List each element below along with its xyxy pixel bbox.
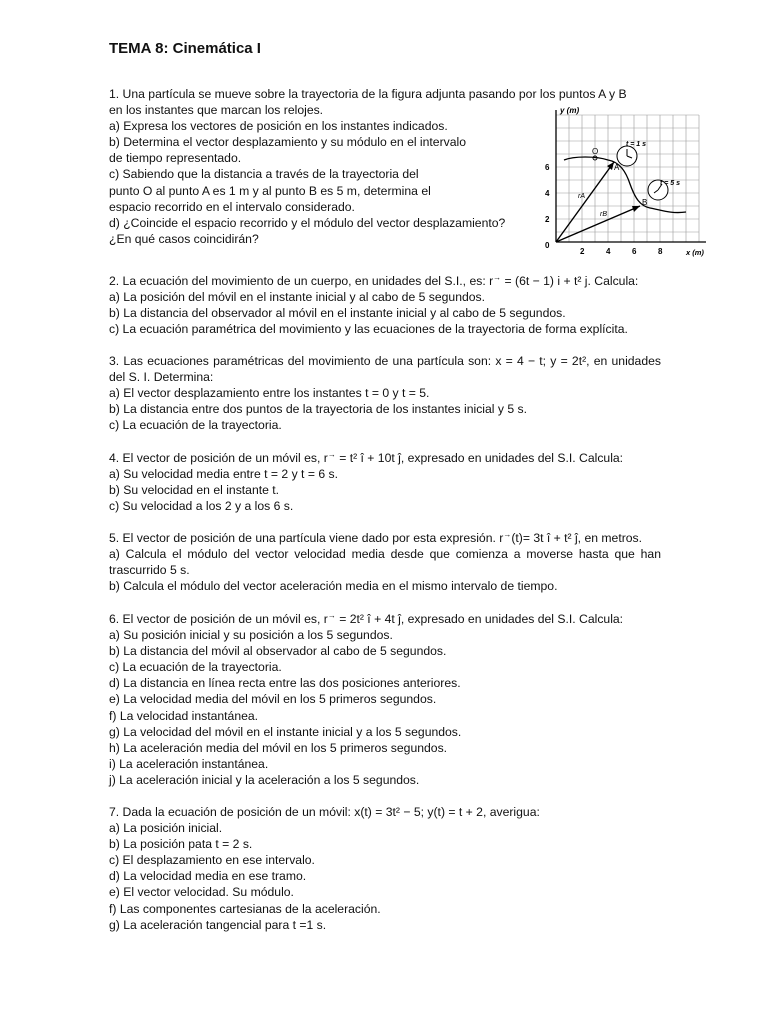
ex5-item: b) Calcula el módulo del vector aceleración media en el mismo intervalo de tiempo. [109, 579, 558, 594]
vector-arrow-icon: → [327, 610, 336, 620]
point-b-label: B [642, 198, 648, 207]
vector-b-arrowhead [632, 206, 640, 212]
ex6-intro [109, 611, 661, 627]
ex4-item: c) Su velocidad a los 2 y a los 6 s. [109, 499, 294, 514]
ex6-item: j) La aceleración inicial y la aceleración a los 5 segundos. [109, 772, 420, 787]
ex3-item: c) La ecuación de la trayectoria. [109, 418, 282, 433]
x-axis-label: x (m) [686, 248, 704, 257]
ex1-line: d) ¿Coincide el espacio recorrido y el módulo del vector desplazamiento? [109, 215, 506, 230]
vector-b-label: rB [600, 211, 607, 218]
ex1-line: espacio recorrido en el intervalo considerado. [109, 199, 355, 214]
ex2-item: b) La distancia del observador al móvil en el instante inicial y al cabo de 5 segundos. [109, 306, 566, 321]
ex1-line: 1. Una partícula se mueve sobre la trayectoria de la figura adjunta pasando por los puntos A y B [109, 87, 627, 101]
ex1-line: ¿En qué casos coincidirán? [109, 231, 259, 246]
ex5-item: a) Calcula el módulo del vector velocidad media desde que comienza a moverse hasta que han trascurrido 5 s. [109, 547, 661, 578]
tick-label: 4 [545, 189, 550, 198]
exercise-5 [109, 530, 661, 594]
ex6-item: h) La aceleración media del móvil en los 5 primeros segundos. [109, 740, 448, 755]
ex6-intro-pre: 6. El vector de posición de un móvil es, r [109, 612, 328, 626]
ex1-line: a) Expresa los vectores de posición en los instantes indicados. [109, 119, 448, 134]
exercise-2 [109, 273, 661, 337]
exercise-3 [109, 353, 661, 433]
vector-arrow-icon: → [493, 272, 502, 282]
ex7-item: d) La velocidad media en ese tramo. [109, 869, 307, 884]
ex6-item: c) La ecuación de la trayectoria. [109, 660, 282, 675]
tick-label: 2 [545, 215, 550, 224]
vector-arrow-icon: → [327, 449, 336, 459]
ex6-item: i) La aceleración instantánea. [109, 756, 269, 771]
point-o-label: O [592, 147, 599, 156]
ex2-intro-pre: 2. La ecuación del movimiento de un cuerpo, en unidades del S.I., es: r [109, 274, 494, 288]
ex6-item: a) Su posición inicial y su posición a los 5 segundos. [109, 628, 393, 643]
ex4-item: a) Su velocidad media entre t = 2 y t = 6 s. [109, 467, 338, 482]
trajectory-figure [536, 102, 714, 262]
ex7-item: a) La posición inicial. [109, 821, 223, 836]
ex6-item: d) La distancia en línea recta entre las dos posiciones anteriores. [109, 676, 461, 691]
ex6-intro-post: = 2t² î + 4t ĵ, expresado en unidades del S.I. Calcula: [335, 612, 624, 626]
tick-label: 8 [658, 247, 663, 256]
ex7-item: e) El vector velocidad. Su módulo. [109, 885, 294, 900]
exercise-7 [109, 804, 661, 933]
ex2-intro [109, 273, 661, 289]
ex3-item: a) El vector desplazamiento entre los instantes t = 0 y t = 5. [109, 386, 430, 401]
tick-label: 0 [545, 241, 550, 250]
tick-label: 4 [606, 247, 611, 256]
ex2-item: c) La ecuación paramétrica del movimiento y las ecuaciones de la trayectoria de forma explícita. [109, 322, 628, 337]
clock-a-label: t = 1 s [626, 141, 647, 148]
ex7-item: c) El desplazamiento en ese intervalo. [109, 853, 315, 868]
ex2-intro-post: = (6t − 1) i + t² j. Calcula: [501, 274, 639, 288]
ex2-item: a) La posición del móvil en el instante inicial y al cabo de 5 segundos. [109, 290, 486, 305]
ex4-intro [109, 450, 661, 466]
clock-b-label: t = 5 s [660, 180, 681, 187]
vector-a-label: rA [578, 193, 585, 200]
ex1-line: c) Sabiendo que la distancia a través de la trayectoria del [109, 167, 419, 182]
vector-arrow-icon: → [503, 529, 512, 539]
page-title: TEMA 8: Cinemática I [109, 40, 261, 57]
ex6-item: e) La velocidad media del móvil en los 5 primeros segundos. [109, 692, 437, 707]
ex4-item: b) Su velocidad en el instante t. [109, 483, 280, 498]
ex1-line: punto O al punto A es 1 m y al punto B es 5 m, determina el [109, 183, 431, 198]
ex1-line: b) Determina el vector desplazamiento y su módulo en el intervalo [109, 135, 467, 150]
ex5-intro [109, 530, 661, 546]
ex1-line: en los instantes que marcan los relojes. [109, 103, 324, 118]
ex7-item: g) La aceleración tangencial para t =1 s. [109, 917, 327, 932]
ex3-intro: 3. Las ecuaciones paramétricas del movimiento de una partícula son: x = 4 − t; y = 2t², en unidades del S. I. Determina: [109, 354, 661, 385]
ex5-intro-post: (t)= 3t î + t² ĵ, en metros. [511, 531, 643, 545]
ex4-intro-post: = t² î + 10t ĵ, expresado en unidades del S.I. Calcula: [335, 451, 624, 465]
tick-label: 6 [545, 163, 550, 172]
ex6-item: b) La distancia del móvil al observador al cabo de 5 segundos. [109, 644, 447, 659]
ex6-item: f) La velocidad instantánea. [109, 708, 259, 723]
ex4-intro-pre: 4. El vector de posición de un móvil es, r [109, 451, 328, 465]
tick-label: 6 [632, 247, 637, 256]
ex3-item: b) La distancia entre dos puntos de la trayectoria de los instantes inicial y 5 s. [109, 402, 527, 417]
ex6-item: g) La velocidad del móvil en el instante inicial y a los 5 segundos. [109, 724, 462, 739]
ex1-line: de tiempo representado. [109, 151, 242, 166]
exercise-4 [109, 450, 661, 514]
ex7-item: f) Las componentes cartesianas de la aceleración. [109, 901, 381, 916]
ex5-intro-pre: 5. El vector de posición de una partícula viene dado por esta expresión. r [109, 531, 504, 545]
ex7-item: b) La posición pata t = 2 s. [109, 837, 253, 852]
ex7-intro: 7. Dada la ecuación de posición de un móvil: x(t) = 3t² − 5; y(t) = t + 2, averigua: [109, 805, 540, 819]
exercise-6 [109, 611, 661, 788]
point-a-label: A [614, 163, 620, 172]
tick-label: 2 [580, 247, 585, 256]
y-axis-label: y (m) [560, 106, 580, 115]
